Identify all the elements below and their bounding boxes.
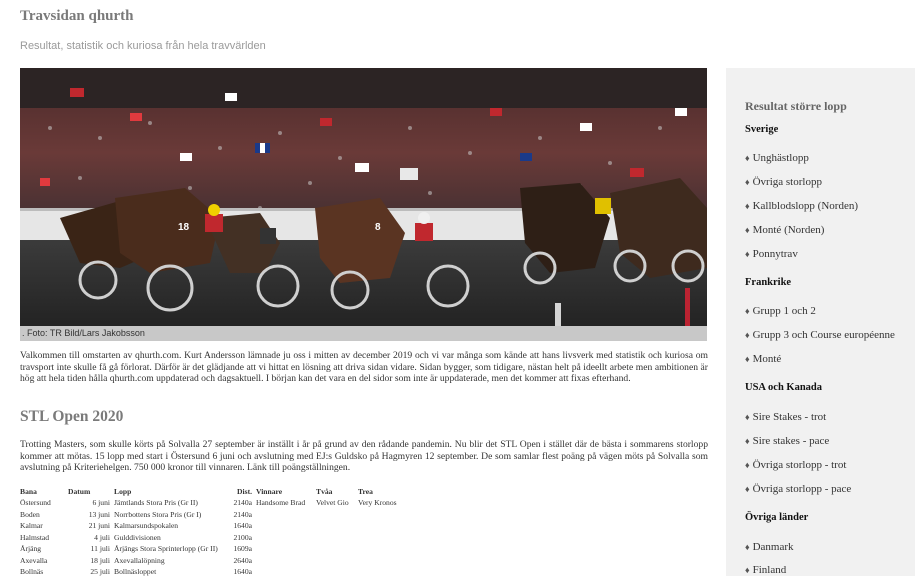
col-datum: Datum [68,486,91,496]
cell-bana: Bollnäs [20,567,44,577]
sulky-number-18: 18 [178,222,190,233]
sidebar-title: Resultat större lopp [745,99,847,113]
sidebar-link-label: Ponnytrav [752,248,798,260]
cell-datum: 6 juni [92,498,110,508]
sidebar-link-sire-stakes-pace[interactable] [745,435,829,447]
table-row [20,520,401,532]
cell-trea [358,555,401,567]
sidebar [726,68,915,576]
table-row [20,509,401,521]
bullet-icon: ♦ [745,460,750,470]
sidebar-link-danmark[interactable] [745,541,794,553]
sidebar-link-label: Danmark [752,541,794,553]
sidebar-link-label: Övriga storlopp [752,176,822,188]
sidebar-link-label: Grupp 3 och Course européenne [752,329,895,341]
cell-dist: 1640a [233,521,252,531]
cell-lopp: Bollnäsloppet [114,567,157,577]
col-lopp: Lopp [114,486,132,496]
cell-datum: 18 juli [90,555,110,565]
cell-bana: Årjäng [20,544,42,554]
cell-vinnare [256,509,316,521]
table-row [20,543,401,555]
cell-tvaa: Velvet Gio [316,498,349,508]
col-vinnare: Vinnare [256,486,283,496]
cell-tvaa [316,520,358,532]
site-title[interactable]: Travsidan qhurth [20,8,134,24]
bullet-icon: ♦ [745,153,750,163]
cell-vinnare [256,532,316,544]
cell-trea [358,543,401,555]
bullet-icon: ♦ [745,201,750,211]
table-row [20,555,401,567]
bullet-icon: ♦ [745,306,750,316]
bullet-icon: ♦ [745,436,750,446]
sidebar-link-label: Övriga storlopp - trot [752,459,847,471]
cell-lopp: Kalmarsundspokalen [114,521,179,531]
sidebar-link-label: Grupp 1 och 2 [752,305,816,317]
stl-text: Trotting Masters, som skulle körts på Solvalla 27 september är inställt i år på grund av den rådande pandemin. Nu blir det STL Open i stället där de bästa i sommarens storlopp kommer att mötas. 15 lopp med start i Östersund 6 juni och avslutning med EJ:s Guldsko på Hagmyren 12 september. De som samlar flest poäng på vägen möts på Solvalla som avslutning på Kriteriehelgen. 750 000 kronor till vinnaren. Länk till poängställningen. [20,439,708,474]
bullet-icon: ♦ [745,177,750,187]
table-row [20,497,401,509]
cell-trea [358,509,401,521]
bullet-icon: ♦ [745,354,750,364]
sidebar-link-ovriga-storlopp[interactable] [745,176,822,188]
sidebar-link-kallblodslopp[interactable] [745,200,858,212]
cell-datum: 21 juni [88,521,110,531]
bullet-icon: ♦ [745,484,750,494]
col-tvaa: Tvåa [316,486,333,496]
bullet-icon: ♦ [745,225,750,235]
cell-tvaa [316,555,358,567]
cell-bana: Halmstad [20,532,50,542]
sidebar-link-label: Finland [752,564,787,576]
sidebar-link-label: Monté [752,353,782,365]
sidebar-link-grupp-3[interactable] [745,329,895,341]
intro-text: Valkommen till omstarten av qhurth.com. Kurt Andersson lämnade ju oss i mitten av december 2019 och vi var många som kände att hans livsverk med statistik och kuriosa om travsport inte skulle få gå förlorat. Därför är det glädjande att vi hittat en lösning att driva sidan vidare. Sidan bygger, som tidigare, nästan helt på ideellt arbete men ambitionen är hög att hela tiden hålla qhurth.com uppdaterad och dagsaktuell. I början kan det vara en del sidor som inte är uppdaterade, men det kommer att fixas efterhand. [20,350,708,385]
cell-dist: 2640a [233,555,252,565]
site-tagline: Resultat, statistik och kuriosa från hela travvärlden [20,40,266,52]
cell-lopp: Jämtlands Stora Pris (Gr II) [114,498,198,508]
cell-bana: Axevalla [20,555,48,565]
sidebar-link-label: Unghästlopp [752,152,809,164]
sidebar-link-ponnytrav[interactable] [745,248,798,260]
cell-tvaa [316,543,358,555]
cell-dist: 2140a [233,498,252,508]
sidebar-link-grupp-1-2[interactable] [745,305,816,317]
photo-caption: . Foto: TR Bild/Lars Jakobsson [20,326,707,341]
sidebar-link-ovriga-pace[interactable] [745,483,851,495]
hero-image [20,68,707,341]
bullet-icon: ♦ [745,249,750,259]
cell-datum: 25 juli [90,567,110,577]
sidebar-link-label: Sire stakes - pace [752,435,830,447]
cell-vinnare [256,555,316,567]
cell-datum: 11 juli [90,544,110,554]
col-bana: Bana [20,486,37,496]
table-row [20,532,401,544]
hero-photo [20,68,707,341]
cell-bana: Östersund [20,498,51,508]
stl-results-table [20,485,401,578]
col-dist: Dist. [237,486,252,496]
sidebar-link-monte[interactable] [745,353,781,365]
cell-bana: Kalmar [20,521,43,531]
cell-trea: Very Kronos [358,498,397,508]
group-heading-sverige: Sverige [745,124,779,135]
cell-trea [358,532,401,544]
bullet-icon: ♦ [745,412,750,422]
cell-trea [358,520,401,532]
cell-dist: 2140a [233,509,252,519]
cell-lopp: Norrbottens Stora Pris (Gr I) [114,509,202,519]
cell-tvaa [316,509,358,521]
group-heading-frankrike: Frankrike [745,277,792,288]
bullet-icon: ♦ [745,542,750,552]
cell-lopp: Gulddivisionen [114,532,161,542]
group-heading-ovriga-lander: Övriga länder [745,512,809,523]
group-heading-usa-kanada: USA och Kanada [745,382,823,393]
bullet-icon: ♦ [745,565,750,575]
sidebar-link-label: Monté (Norden) [752,224,825,236]
cell-lopp: Axevallalöpning [114,555,165,565]
cell-datum: 4 juli [94,532,110,542]
cell-dist: 1640a [233,567,252,577]
cell-vinnare [256,543,316,555]
table-header-row [20,485,401,497]
sidebar-link-label: Sire Stakes - trot [752,411,827,423]
sidebar-link-unghastlopp[interactable] [745,152,809,164]
sidebar-link-ovriga-trot[interactable] [745,459,846,471]
col-trea: Trea [358,486,373,496]
cell-datum: 13 juni [88,509,110,519]
cell-tvaa [316,532,358,544]
bullet-icon: ♦ [745,330,750,340]
stl-heading[interactable]: STL Open 2020 [20,408,124,425]
sidebar-link-finland[interactable] [745,564,786,576]
sulky-number-8: 8 [375,222,381,233]
sidebar-link-label: Övriga storlopp - pace [752,483,852,495]
sidebar-link-monte-norden[interactable] [745,224,824,236]
cell-lopp: Årjängs Stora Sprinterlopp (Gr II) [114,544,218,554]
cell-vinnare [256,520,316,532]
sidebar-link-label: Kallblodslopp (Norden) [752,200,858,212]
cell-bana: Boden [20,509,40,519]
cell-vinnare: Handsome Brad [256,498,306,508]
cell-dist: 1609a [233,544,252,554]
cell-dist: 2100a [233,532,252,542]
sidebar-link-sire-stakes-trot[interactable] [745,411,826,423]
